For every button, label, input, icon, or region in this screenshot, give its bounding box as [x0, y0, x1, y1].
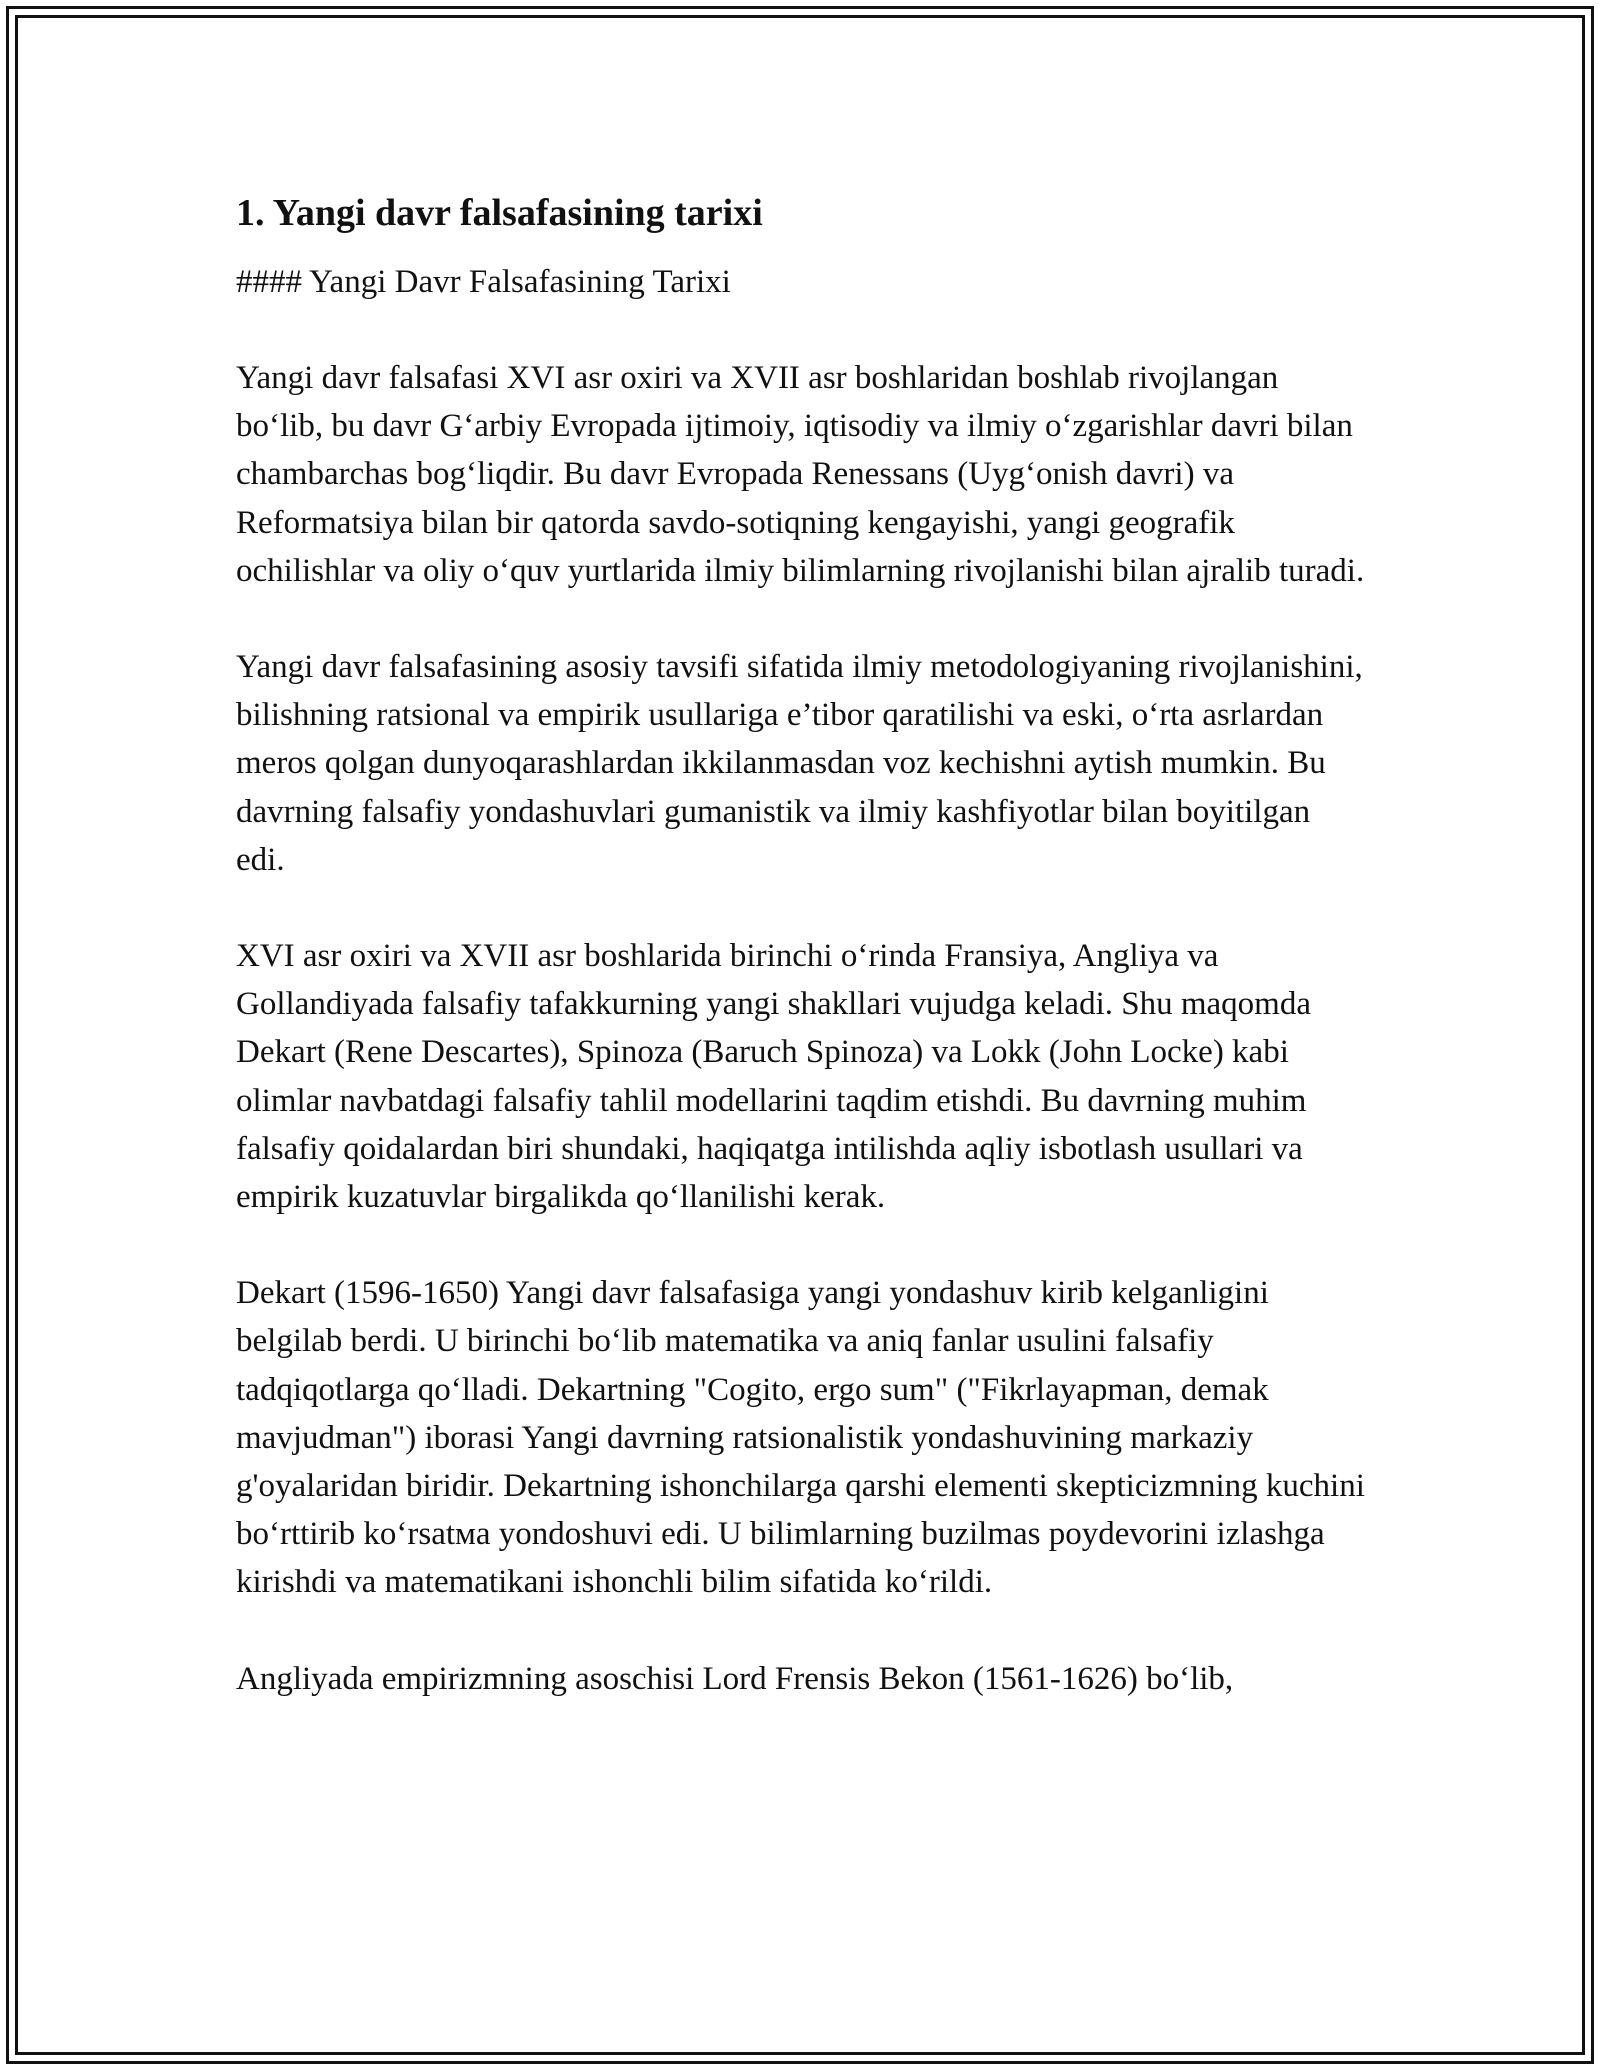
paragraph-2: Yangi davr falsafasining asosiy tavsifi sifatida ilmiy metodologiyaning rivojlanishini, bilishning ratsional va empirik usullariga e’tibor qaratilishi va eski, o‘rta asrlardan meros qolgan dunyoqarashlardan ikkilanmasdan voz kechishni aytish mumkin. Bu davrning falsafiy yondashuvlari gumanistik va ilmiy kashfiyotlar bilan boyitilgan edi.: [236, 649, 1363, 878]
document-body: [236, 186, 1366, 1751]
paragraph-5: Angliyada empirizmning asoschisi Lord Frensis Bekon (1561-1626) bo‘lib,: [236, 1660, 1234, 1697]
paragraph-1: Yangi davr falsafasi XVI asr oxiri va XVII asr boshlaridan boshlab rivojlangan bo‘lib, bu davr G‘arbiy Evropada ijtimoiy, iqtisodiy va ilmiy o‘zgarishlar davri bilan chambarchas bog‘liqdir. Bu davr Evropada Renessans (Uyg‘onish davri) va Reformatsiya bilan bir qatorda savdo-sotiqning kengayishi, yangi geografik ochilishlar va oliy o‘quv yurtlarida ilmiy bilimlarning rivojlanishi bilan ajralib turadi.: [236, 360, 1365, 589]
paragraph-3: XVI asr oxiri va XVII asr boshlarida birinchi o‘rinda Fransiya, Angliya va Gollandiyada falsafiy tafakkurning yangi shakllari vujudga keladi. Shu maqomda Dekart (Rene Descartes), Spinoza (Baruch Spinoza) va Lokk (John Locke) kabi olimlar navbatdagi falsafiy tahlil modellarini taqdim etishdi. Bu davrning muhim falsafiy qoidalardan biri shundaki, haqiqatga intilishda aqliy isbotlash usullari va empirik kuzatuvlar birgalikda qo‘llanilishi kerak.: [236, 938, 1311, 1216]
paragraph-4: Dekart (1596-1650) Yangi davr falsafasiga yangi yondashuv kirib kelganligini belgilab berdi. U birinchi bo‘lib matematika va aniq fanlar usulini falsafiy tadqiqotlarga qo‘lladi. Dekartning "Cogito, ergo sum" ("Fikrlayapman, demak mavjudman") iborasi Yangi davrning ratsionalistik yondashuvining markaziy g'oyalaridan biridir. Dekartning ishonchilarga qarshi elementi skepticizmning kuchini bo‘rttirib ko‘rsatмa yondoshuvi edi. U bilimlarning buzilmas poydevorini izlashga kirishdi va matematikani ishonchli bilim sifatida ko‘rildi.: [236, 1275, 1365, 1601]
section-subheading: #### Yangi Davr Falsafasining Tarixi: [236, 264, 731, 300]
document-title: 1. Yangi davr falsafasining tarixi: [236, 192, 763, 234]
